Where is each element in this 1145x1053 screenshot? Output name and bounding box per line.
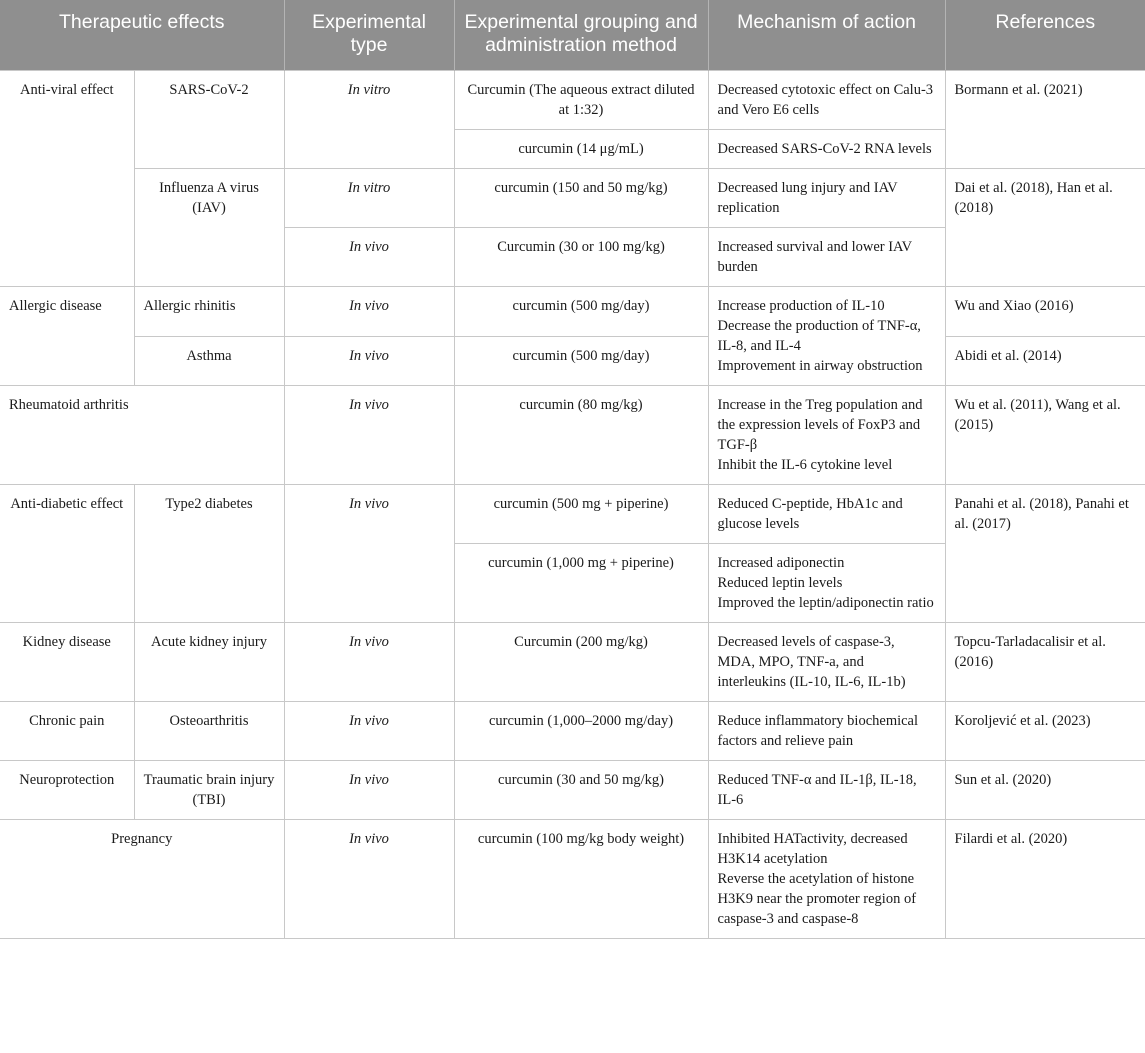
header-experimental-type: Experimental type — [284, 0, 454, 71]
header-grouping: Experimental grouping and administration method — [454, 0, 708, 71]
reference-rhinitis: Wu and Xiao (2016) — [945, 287, 1145, 337]
table-row — [0, 702, 1145, 761]
type-iav-2: In vivo — [284, 228, 454, 287]
type-iav-1: In vitro — [284, 169, 454, 228]
mechanism-sars-1: Decreased cytotoxic effect on Calu-3 and Vero E6 cells — [708, 71, 945, 130]
reference-kidney: Topcu-Tarladacalisir et al. (2016) — [945, 623, 1145, 702]
table-row — [0, 71, 1145, 130]
table-row — [0, 336, 1145, 386]
grouping-pain: curcumin (1,000–2000 mg/day) — [454, 702, 708, 761]
grouping-kidney: Curcumin (200 mg/kg) — [454, 623, 708, 702]
grouping-rheumatoid: curcumin (80 mg/kg) — [454, 386, 708, 485]
table-row — [0, 287, 1145, 337]
grouping-iav-1: curcumin (150 and 50 mg/kg) — [454, 169, 708, 228]
category-rheumatoid: Rheumatoid arthritis — [0, 386, 284, 485]
grouping-sars-1: Curcumin (The aqueous extract diluted at 1:32) — [454, 71, 708, 130]
mechanism-iav-2: Increased survival and lower IAV burden — [708, 228, 945, 287]
mechanism-rheumatoid: Increase in the Treg population and the expression levels of FoxP3 and TGF-β Inhibit the IL-6 cytokine level — [708, 386, 945, 485]
category-antiviral: Anti-viral effect — [0, 71, 134, 287]
subcategory-asthma: Asthma — [134, 336, 284, 386]
reference-rheumatoid: Wu et al. (2011), Wang et al. (2015) — [945, 386, 1145, 485]
mechanism-diabetes-1: Reduced C-peptide, HbA1c and glucose levels — [708, 485, 945, 544]
table-row — [0, 761, 1145, 820]
mechanism-pain: Reduce inflammatory biochemical factors and relieve pain — [708, 702, 945, 761]
grouping-pregnancy: curcumin (100 mg/kg body weight) — [454, 820, 708, 939]
reference-asthma: Abidi et al. (2014) — [945, 336, 1145, 386]
type-rheumatoid: In vivo — [284, 386, 454, 485]
category-diabetic: Anti-diabetic effect — [0, 485, 134, 623]
category-kidney: Kidney disease — [0, 623, 134, 702]
table-row — [0, 820, 1145, 939]
subcategory-neuro: Traumatic brain injury (TBI) — [134, 761, 284, 820]
mechanism-kidney: Decreased levels of caspase-3, MDA, MPO, TNF-a, and interleukins (IL-10, IL-6, IL-1b) — [708, 623, 945, 702]
table-row — [0, 623, 1145, 702]
header-references: References — [945, 0, 1145, 71]
reference-pain: Koroljević et al. (2023) — [945, 702, 1145, 761]
mechanism-iav-1: Decreased lung injury and IAV replication — [708, 169, 945, 228]
table-row — [0, 386, 1145, 485]
subcategory-pain: Osteoarthritis — [134, 702, 284, 761]
category-pregnancy: Pregnancy — [0, 820, 284, 939]
category-allergic: Allergic disease — [0, 287, 134, 386]
type-asthma: In vivo — [284, 336, 454, 386]
type-pain: In vivo — [284, 702, 454, 761]
grouping-sars-2: curcumin (14 μg/mL) — [454, 130, 708, 169]
subcategory-sars: SARS-CoV-2 — [134, 71, 284, 169]
reference-neuro: Sun et al. (2020) — [945, 761, 1145, 820]
reference-iav: Dai et al. (2018), Han et al. (2018) — [945, 169, 1145, 287]
subcategory-kidney: Acute kidney injury — [134, 623, 284, 702]
grouping-diabetes-2: curcumin (1,000 mg + piperine) — [454, 544, 708, 623]
subcategory-diabetes: Type2 diabetes — [134, 485, 284, 623]
mechanism-neuro: Reduced TNF-α and IL-1β, IL-18, IL-6 — [708, 761, 945, 820]
mechanism-allergic: Increase production of IL-10 Decrease the production of TNF-α, IL-8, and IL-4 Improvement in airway obstruction — [708, 287, 945, 386]
mechanism-sars-2: Decreased SARS-CoV-2 RNA levels — [708, 130, 945, 169]
grouping-diabetes-1: curcumin (500 mg + piperine) — [454, 485, 708, 544]
type-kidney: In vivo — [284, 623, 454, 702]
reference-sars: Bormann et al. (2021) — [945, 71, 1145, 169]
grouping-asthma: curcumin (500 mg/day) — [454, 336, 708, 386]
grouping-rhinitis: curcumin (500 mg/day) — [454, 287, 708, 337]
grouping-iav-2: Curcumin (30 or 100 mg/kg) — [454, 228, 708, 287]
reference-diabetes: Panahi et al. (2018), Panahi et al. (2017) — [945, 485, 1145, 623]
type-diabetes: In vivo — [284, 485, 454, 623]
mechanism-diabetes-2: Increased adiponectin Reduced leptin levels Improved the leptin/adiponectin ratio — [708, 544, 945, 623]
header-therapeutic-effects: Therapeutic effects — [0, 0, 284, 71]
type-neuro: In vivo — [284, 761, 454, 820]
subcategory-rhinitis: Allergic rhinitis — [134, 287, 284, 337]
type-pregnancy: In vivo — [284, 820, 454, 939]
subcategory-iav: Influenza A virus (IAV) — [134, 169, 284, 287]
header-mechanism: Mechanism of action — [708, 0, 945, 71]
header-row — [0, 0, 1145, 71]
table-row — [0, 169, 1145, 228]
category-pain: Chronic pain — [0, 702, 134, 761]
grouping-neuro: curcumin (30 and 50 mg/kg) — [454, 761, 708, 820]
type-sars: In vitro — [284, 71, 454, 169]
category-neuro: Neuroprotection — [0, 761, 134, 820]
reference-pregnancy: Filardi et al. (2020) — [945, 820, 1145, 939]
table-row — [0, 485, 1145, 544]
mechanism-pregnancy: Inhibited HATactivity, decreased H3K14 acetylation Reverse the acetylation of histone H3K9 near the promoter region of caspase-3 and caspase-8 — [708, 820, 945, 939]
type-rhinitis: In vivo — [284, 287, 454, 337]
